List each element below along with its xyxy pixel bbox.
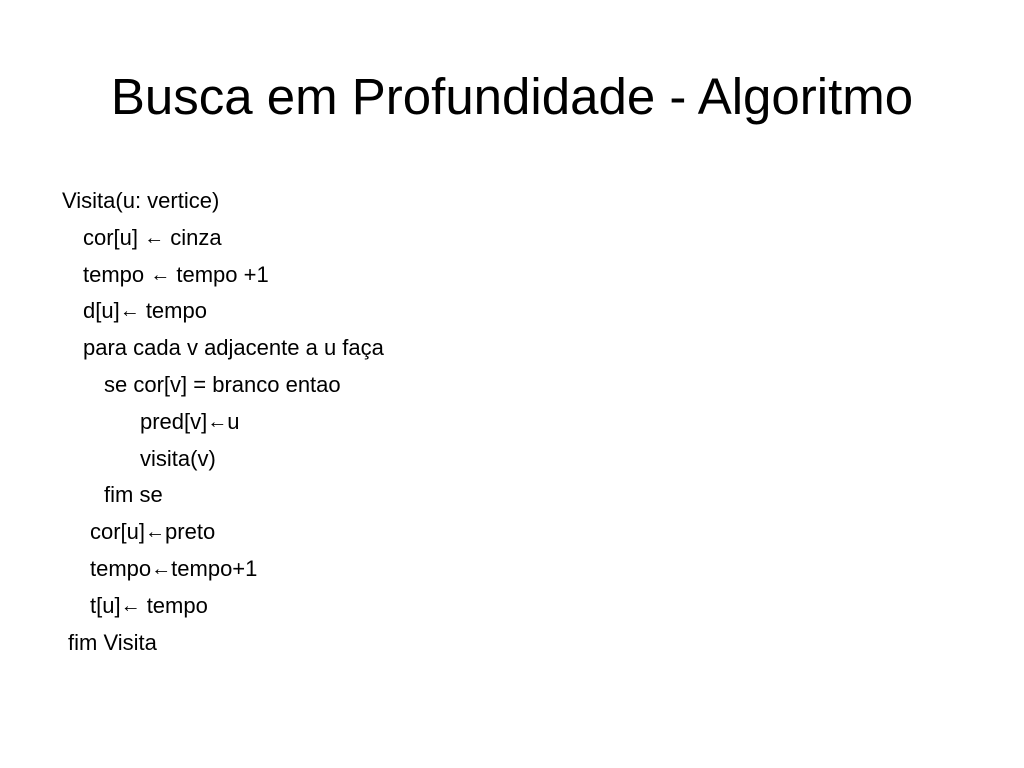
left-arrow-icon: ←: [150, 264, 171, 286]
code-line: para cada v adjacente a u faça: [83, 335, 384, 360]
code-line: tempo ← tempo +1: [83, 262, 269, 287]
code-line: cor[u] ← cinza: [83, 225, 222, 250]
left-arrow-icon: ←: [120, 595, 141, 617]
code-line: visita(v): [140, 446, 216, 471]
left-arrow-icon: ←: [151, 558, 172, 580]
left-arrow-icon: ←: [144, 227, 165, 249]
code-line: tempo←tempo+1: [90, 556, 258, 581]
code-line: d[u]← tempo: [83, 298, 207, 323]
code-line: fim Visita: [68, 630, 157, 655]
left-arrow-icon: ←: [119, 300, 140, 322]
slide-title: Busca em Profundidade - Algoritmo: [110, 68, 914, 125]
code-line: fim se: [104, 482, 163, 507]
code-line: Visita(u: vertice): [62, 188, 220, 213]
code-line: pred[v]←u: [140, 409, 240, 434]
code-line: se cor[v] = branco entao: [104, 372, 341, 397]
left-arrow-icon: ←: [207, 411, 228, 433]
code-line: cor[u]←preto: [90, 519, 216, 544]
code-line: t[u]← tempo: [90, 593, 208, 618]
left-arrow-icon: ←: [145, 521, 166, 543]
